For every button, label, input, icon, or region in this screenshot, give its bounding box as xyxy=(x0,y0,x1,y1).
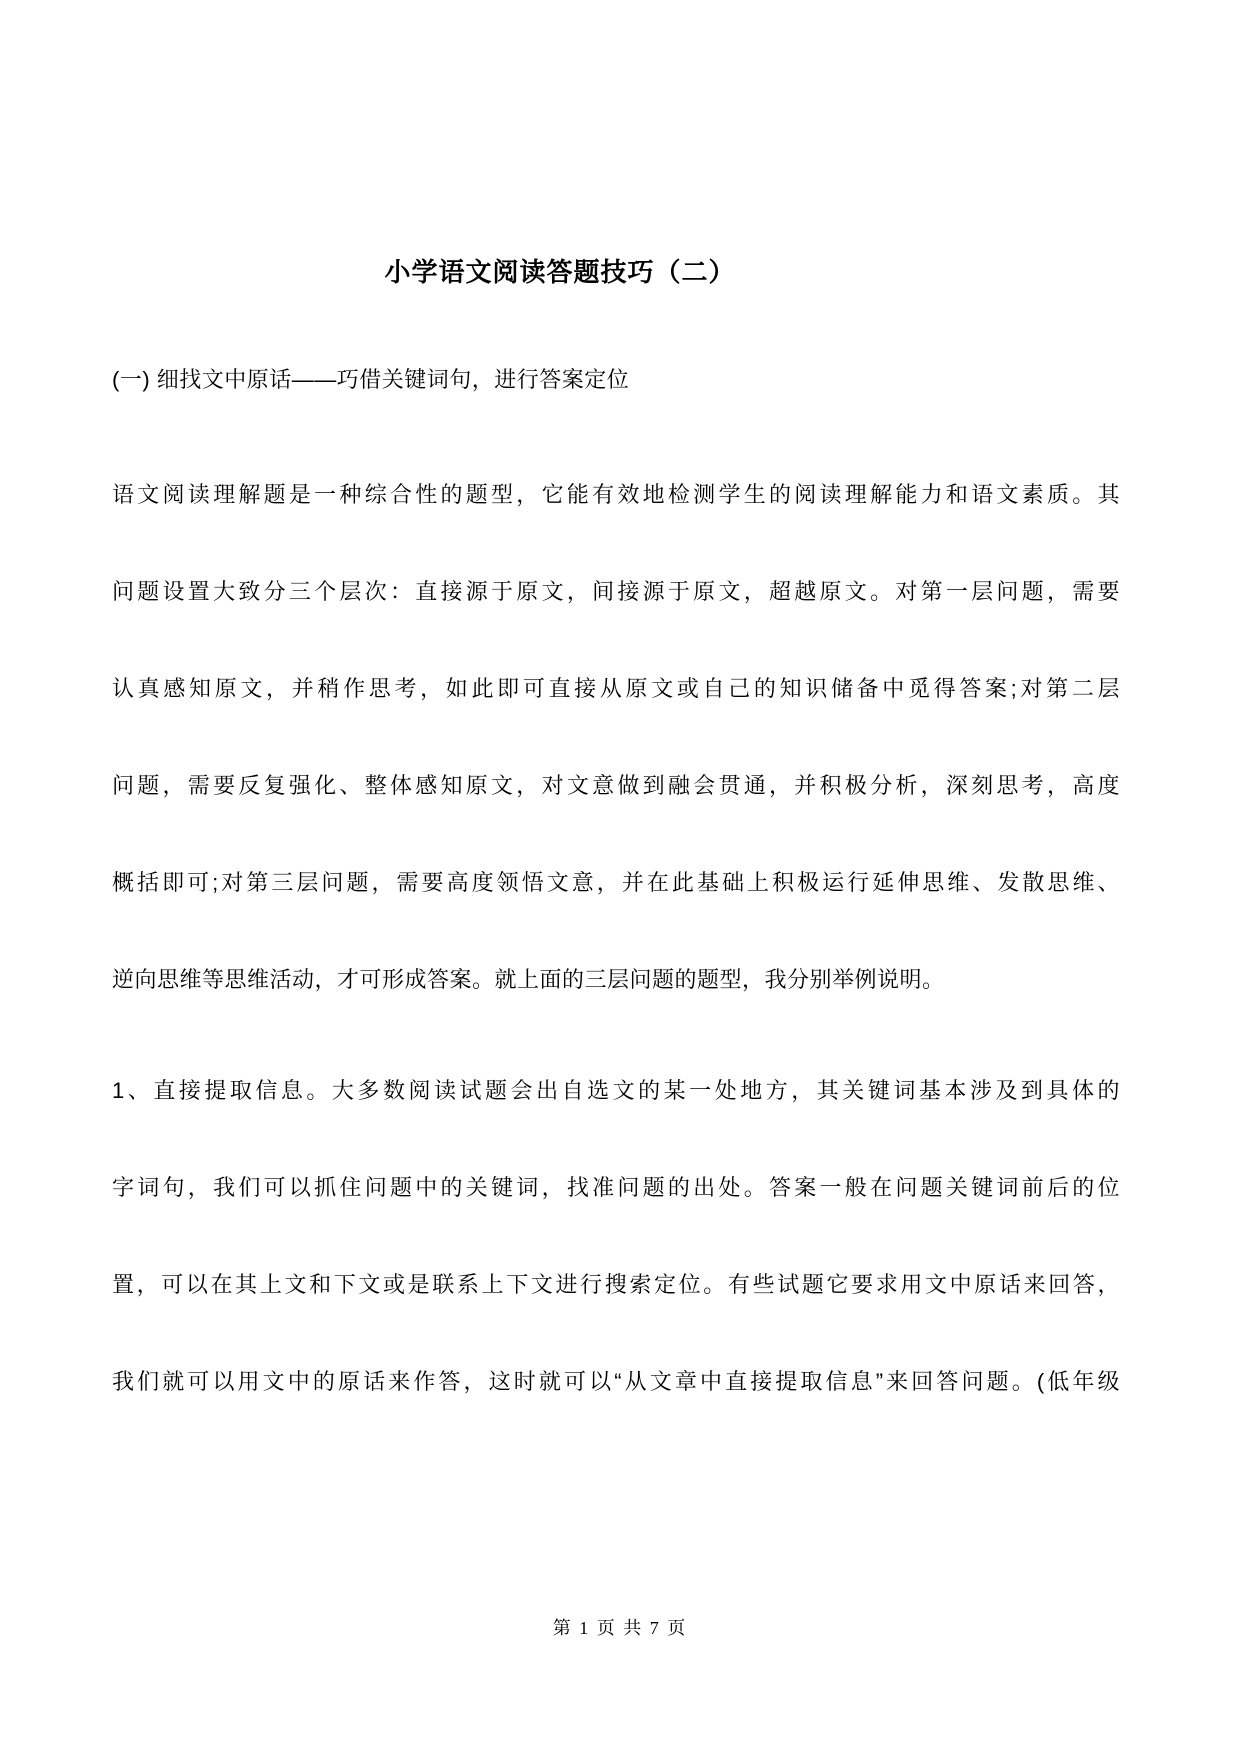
document-title: 小学语文阅读答题技巧（二） xyxy=(384,257,736,287)
paragraph1-line-5: 概括即可;对第三层问题，需要高度领悟文意，并在此基础上积极运行延伸思维、发散思维、 xyxy=(112,870,1120,895)
paragraph2-line-4: 我们就可以用文中的原话来作答，这时就可以“从文章中直接提取信息”来回答问题。(低年级 xyxy=(112,1369,1120,1394)
section-heading: (一) 细找文中原话——巧借关键词句，进行答案定位 xyxy=(112,367,630,392)
paragraph2-line-1: 1、直接提取信息。大多数阅读试题会出自选文的某一处地方，其关键词基本涉及到具体的 xyxy=(112,1078,1120,1103)
paragraph1-line-3: 认真感知原文，并稍作思考，如此即可直接从原文或自己的知识储备中觅得答案;对第二层 xyxy=(112,676,1120,701)
paragraph2-line-2: 字词句，我们可以抓住问题中的关键词，找准问题的出处。答案一般在问题关键词前后的位 xyxy=(112,1175,1120,1200)
page-number-indicator: 第 1 页 共 7 页 xyxy=(552,1618,688,1638)
paragraph1-line-2: 问题设置大致分三个层次：直接源于原文，间接源于原文，超越原文。对第一层问题，需要 xyxy=(112,579,1120,604)
paragraph1-line-4: 问题，需要反复强化、整体感知原文，对文意做到融会贯通，并积极分析，深刻思考，高度 xyxy=(112,773,1120,798)
paragraph2-line-3: 置，可以在其上文和下文或是联系上下文进行搜索定位。有些试题它要求用文中原话来回答， xyxy=(112,1272,1120,1297)
paragraph1-line-6: 逆向思维等思维活动，才可形成答案。就上面的三层问题的题型，我分别举例说明。 xyxy=(112,967,945,992)
paragraph1-line-1: 语文阅读理解题是一种综合性的题型，它能有效地检测学生的阅读理解能力和语文素质。其 xyxy=(112,482,1120,507)
page-footer xyxy=(0,1614,1240,1640)
